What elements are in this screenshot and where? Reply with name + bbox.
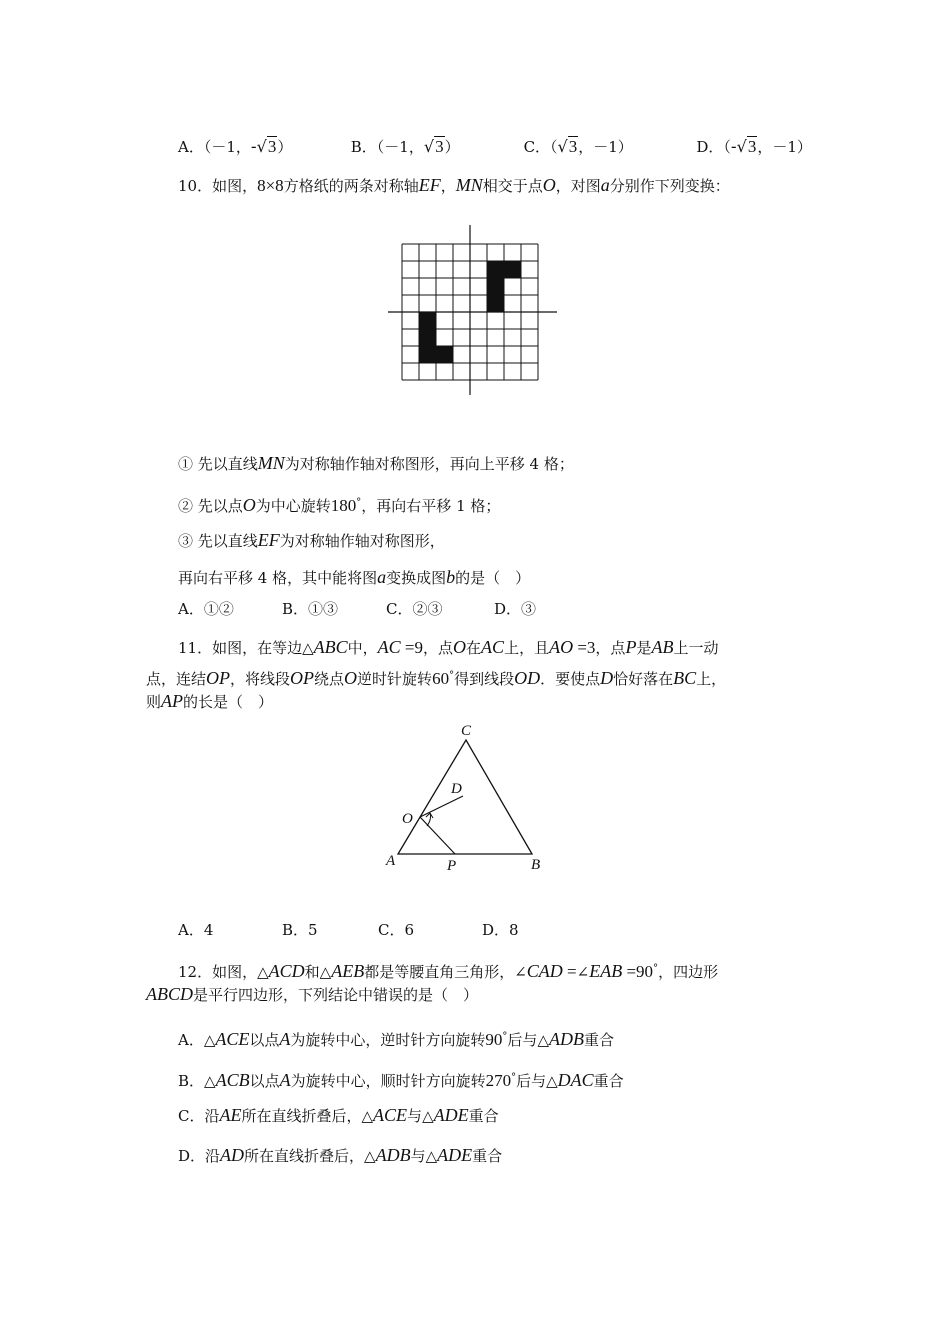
segment-op	[420, 817, 455, 854]
q9-options	[178, 136, 812, 158]
q10-step-1: ① 先以直线MN为对称轴作轴对称图形，再向上平移 4 格；	[178, 453, 574, 473]
figure-a-shape-foot	[419, 346, 453, 363]
q11-option-c[interactable]: C．6	[378, 921, 415, 939]
q9-option-b[interactable]: B．（－1，√3）	[350, 137, 460, 156]
q12-option-b[interactable]: B．△ACB以点A为旋转中心，顺时针方向旋转270°后与△DAC重合	[178, 1070, 624, 1090]
q12-option-d[interactable]: D．沿AD所在直线折叠后，△ADB与△ADE重合	[178, 1145, 503, 1165]
figure-b-shape-stem	[487, 278, 504, 312]
figure-b-shape-top	[487, 261, 521, 278]
label-d: D	[451, 781, 462, 797]
q11-triangle-figure	[380, 718, 560, 878]
q11-options	[178, 919, 519, 941]
label-o: O	[402, 811, 413, 827]
q11-option-b[interactable]: B．5	[282, 921, 318, 939]
q11-stem-line-3: 则AP的长是（ ）	[146, 691, 274, 711]
triangle-abc	[398, 740, 532, 854]
q10-step-2: ② 先以点O为中心旋转180°，再向右平移 1 格；	[178, 495, 501, 515]
q11-stem-line-2: 点，连结OP，将线段OP绕点O逆时针旋转60°得到线段OD．要使点D恰好落在BC上，	[146, 668, 727, 688]
q12-stem-line-1: 12．如图，△ACD和△AEB都是等腰直角三角形，∠CAD =∠EAB =90°，四边形	[178, 961, 719, 981]
figure-a-shape-stem	[419, 312, 436, 346]
label-b: B	[531, 857, 541, 873]
q11-stem-line-1: 11．如图，在等边△ABC中，AC =9，点O在AC上，且AO =3，点P是AB上一动	[178, 637, 719, 657]
q11-option-d[interactable]: D．8	[482, 921, 519, 939]
q9-option-d[interactable]: D．（-√3，－1）	[696, 137, 812, 156]
q12-option-a[interactable]: A．△ACE以点A为旋转中心，逆时针方向旋转90°后与△ADB重合	[178, 1029, 614, 1049]
q10-option-b[interactable]: B．①③	[282, 600, 339, 618]
q10-grid-figure	[385, 225, 560, 397]
q10-stem: 10．如图，8×8方格纸的两条对称轴EF，MN相交于点O，对图a分别作下列变换：	[178, 175, 730, 195]
q10-options	[178, 598, 536, 620]
q12-option-c[interactable]: C．沿AE所在直线折叠后，△ACE与△ADE重合	[178, 1105, 499, 1125]
q12-stem-line-2: ABCD是平行四边形，下列结论中错误的是（ ）	[146, 984, 479, 1004]
label-a: A	[386, 853, 396, 869]
q10-step-4: 再向右平移 4 格，其中能将图a变换成图b的是（ ）	[178, 567, 531, 587]
q11-option-a[interactable]: A．4	[178, 921, 214, 939]
label-c: C	[461, 723, 472, 739]
label-p: P	[447, 858, 457, 874]
q10-step-3: ③ 先以直线EF为对称轴作轴对称图形，	[178, 530, 445, 550]
q9-option-a[interactable]: A．（－1，-√3）	[178, 137, 293, 156]
q9-option-c[interactable]: C．（√3，－1）	[523, 137, 633, 156]
q10-option-d[interactable]: D．③	[494, 600, 537, 618]
q10-option-c[interactable]: C．②③	[386, 600, 443, 618]
q10-option-a[interactable]: A．①②	[178, 600, 234, 618]
